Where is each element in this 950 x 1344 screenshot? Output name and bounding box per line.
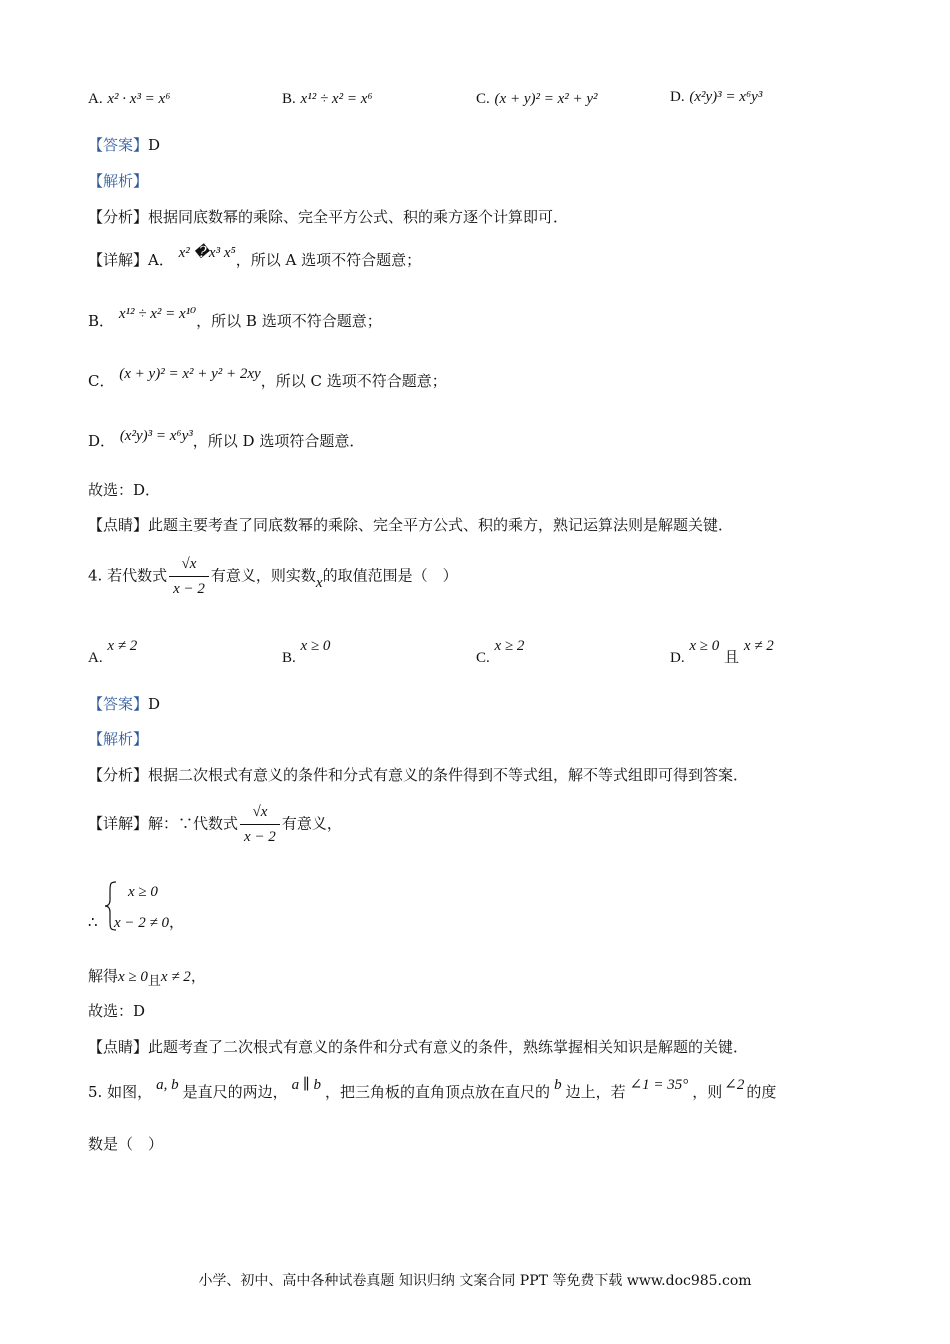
answer-value: D	[148, 695, 161, 713]
fraction-denominator: x − 2	[169, 576, 209, 601]
math-expression: x ≥ 0	[118, 969, 148, 985]
math-expression: x − 2 ≠ 0	[114, 915, 170, 931]
q3-xiangjie-b	[88, 306, 382, 332]
math-expression: x ≥ 0	[689, 638, 720, 654]
option-label: A.	[88, 91, 103, 107]
math-expression: x ≥ 2	[494, 638, 525, 654]
item-text: ，所以 D 选项符合题意．	[192, 432, 365, 450]
item-prefix: C．	[88, 372, 115, 390]
q5-text: 边上，若	[565, 1083, 626, 1101]
q4-suffix: 的取值范围是（ ）	[322, 566, 458, 585]
therefore-symbol: ∴	[88, 913, 98, 931]
q3-option-a	[88, 88, 170, 109]
dianjing-text: 此题主要考查了同底数幂的乘除、完全平方公式、积的乘方，熟记运算法则是解题关键．	[148, 516, 734, 534]
xiangjie-tag: 【详解】	[88, 251, 149, 269]
dianjing-tag: 【点睛】	[88, 516, 149, 534]
fraction-numerator: √x	[181, 556, 197, 572]
q3-analysis-tag: 【解析】	[88, 172, 149, 190]
q4-mid: 有意义，则实数	[210, 566, 316, 585]
math-expression: x² · x³ = x⁶	[107, 91, 171, 107]
q3-xiangjie-a	[88, 245, 422, 271]
q5-text: ，把三角板的直角顶点放在直尺的	[325, 1083, 551, 1101]
answer-tag: 【答案】	[88, 136, 149, 154]
option-label: C.	[476, 91, 490, 107]
q3-xiangjie-d	[88, 428, 365, 452]
q3-choose: 故选：D．	[88, 481, 161, 499]
q4-solve	[88, 966, 206, 988]
fenxi-tag: 【分析】	[88, 208, 149, 226]
and-word: 且	[724, 648, 740, 666]
q4-choose: 故选：D	[88, 1002, 146, 1020]
solve-prefix: 解得	[88, 967, 119, 985]
q4-xiangjie	[88, 800, 342, 849]
q4-analysis-tag: 【解析】	[88, 730, 149, 748]
fenxi-tag: 【分析】	[88, 766, 149, 784]
math-expression: x² �x³ x⁵	[178, 245, 236, 261]
math-expression: ∠2	[724, 1077, 745, 1093]
q5-text: 的度	[746, 1083, 777, 1101]
option-label: A.	[88, 650, 103, 666]
item-text: ，所以 C 选项不符合题意；	[260, 372, 447, 390]
q4-dianjing	[88, 1037, 748, 1057]
math-expression: x ≠ 2	[107, 638, 138, 654]
dianjing-text: 此题考查了二次根式有意义的条件和分式有意义的条件，熟练掌握相关知识是解题的关键．	[148, 1038, 749, 1056]
fraction-numerator: √x	[252, 804, 268, 820]
q3-option-c	[476, 88, 598, 109]
option-label: C.	[476, 650, 490, 666]
q4-prefix: 4. 若代数式	[88, 566, 168, 585]
math-expression: (x + y)² = x² + y² + 2xy	[119, 366, 261, 382]
option-label: B.	[282, 91, 296, 107]
item-text: ，所以 B 选项不符合题意；	[196, 312, 382, 330]
answer-tag: 【答案】	[88, 695, 149, 713]
xiangjie-pre: 解：∵代数式	[148, 814, 239, 833]
item-prefix: B．	[88, 312, 115, 330]
math-expression: x¹² ÷ x² = x¹⁰	[118, 306, 197, 322]
q3-dianjing	[88, 515, 733, 535]
item-prefix: D．	[88, 432, 116, 450]
math-expression: x ≥ 0	[300, 638, 331, 654]
math-expression: a, b	[156, 1077, 179, 1093]
q3-xiangjie-c	[88, 366, 447, 392]
q5-stem-line-1	[88, 1077, 777, 1103]
item-prefix: A．	[148, 251, 174, 269]
punctuation: ，	[190, 967, 206, 985]
q5-text: ，则	[692, 1083, 723, 1101]
xiangjie-tag: 【详解】	[88, 814, 149, 833]
math-expression: ∠1 = 35°	[629, 1077, 689, 1093]
option-label: D.	[670, 650, 685, 666]
q3-answer	[88, 135, 160, 155]
q3-option-b	[282, 88, 373, 109]
math-expression: x ≠ 2	[743, 638, 774, 654]
q4-fraction-detail	[240, 800, 280, 849]
q4-fenxi	[88, 765, 748, 785]
q3-option-d	[670, 86, 762, 107]
q4-variable: x	[315, 574, 323, 591]
item-text: ，所以 A 选项不符合题意；	[235, 251, 422, 269]
q3-fenxi	[88, 207, 568, 227]
punctuation: ，	[169, 913, 185, 931]
fenxi-text: 根据二次根式有意义的条件和分式有意义的条件得到不等式组，解不等式组即可得到答案．	[148, 766, 749, 784]
answer-value: D	[148, 136, 161, 154]
math-expression: (x²y)³ = x⁶y³	[689, 89, 763, 105]
math-expression: (x²y)³ = x⁶y³	[119, 428, 193, 444]
math-expression: x ≠ 2	[160, 969, 191, 985]
math-expression: (x + y)² = x² + y²	[494, 91, 598, 107]
q4-answer	[88, 694, 160, 714]
option-label: D.	[670, 89, 685, 105]
page-footer: 小学、初中、高中各种试卷真题 知识归纳 文案合同 PPT 等免费下载 www.doc985.com	[198, 1273, 752, 1289]
xiangjie-post: 有意义，	[281, 814, 342, 833]
fenxi-text: 根据同底数幂的乘除、完全平方公式、积的乘方逐个计算即可．	[148, 208, 569, 226]
q4-option-d	[670, 635, 774, 666]
option-label: B.	[282, 650, 296, 666]
q4-stem	[88, 552, 458, 601]
q5-text: 是直尺的两边，	[182, 1083, 288, 1101]
dianjing-tag: 【点睛】	[88, 1038, 149, 1056]
q5-prefix: 5. 如图，	[88, 1083, 153, 1101]
q4-option-c	[476, 635, 525, 666]
q5-stem-line-2: 数是（ ）	[88, 1135, 164, 1153]
system-line-2	[114, 912, 184, 933]
q4-fraction	[169, 552, 209, 601]
fraction-denominator: x − 2	[240, 824, 280, 849]
math-expression: a ∥ b	[291, 1077, 322, 1093]
and-word: 且	[147, 974, 161, 989]
math-expression: x¹² ÷ x² = x⁶	[300, 91, 373, 107]
q4-option-b	[282, 635, 331, 666]
system-line-1: x ≥ 0	[128, 884, 158, 900]
math-expression: b	[554, 1077, 562, 1093]
q4-option-a	[88, 635, 138, 666]
